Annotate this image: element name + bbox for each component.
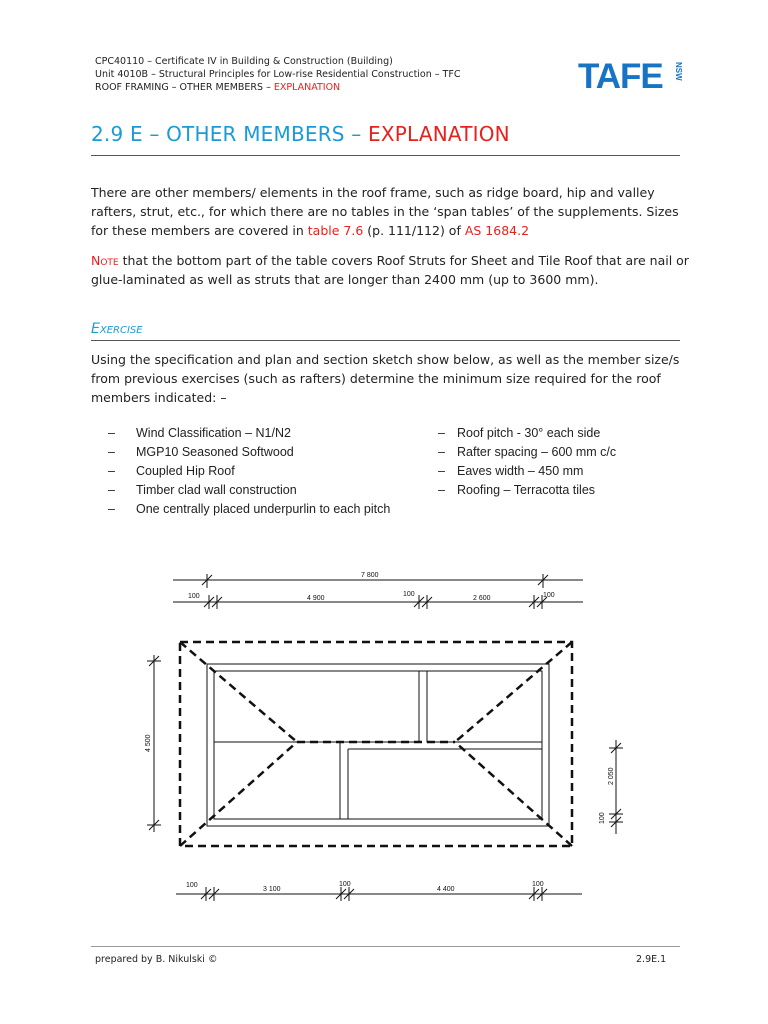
spec-text: One centrally placed underpurlin to each pitch <box>136 502 391 516</box>
exercise-paragraph: Using the specification and plan and section sketch show below, as well as the member size/s from previous exercises (such as rafters) determine the minimum size required for the roof members indicated: – <box>91 352 680 405</box>
dimension-label: 100 <box>188 593 200 600</box>
unit-line: Unit 4010B – Structural Principles for Low-rise Residential Construction – TFC <box>95 69 461 80</box>
dimension-label: 100 <box>532 881 544 888</box>
dimension-label: 3 100 <box>263 886 281 893</box>
hip-line <box>455 642 572 742</box>
spec-text: Timber clad wall construction <box>136 483 297 497</box>
spec-text: Wind Classification – N1/N2 <box>136 426 291 440</box>
footer-author: prepared by B. Nikulski © <box>95 954 218 965</box>
bullet-dash: – <box>108 502 115 516</box>
page-number: 2.9E.1 <box>636 954 667 965</box>
bullet-dash: – <box>108 483 115 497</box>
bullet-dash: – <box>108 445 115 459</box>
external-wall-inner <box>214 671 542 819</box>
external-wall-outer <box>207 664 549 826</box>
dimension-label: 4 900 <box>307 595 325 602</box>
hip-line <box>180 642 297 742</box>
hip-line <box>180 742 297 846</box>
dimension-label: 4 400 <box>437 886 455 893</box>
standard-reference-link[interactable]: AS 1684.2 <box>464 223 530 238</box>
room-outline <box>427 671 542 742</box>
bullet-dash: – <box>438 426 445 440</box>
intro-text-1: There are other members/ elements in the roof frame, such as ridge board, hip and valley rafters, strut, etc., for which there are no tables in the ‘span tables’ of the supplements. Sizes for these members are covered in <box>91 185 679 238</box>
bullet-dash: – <box>438 464 445 478</box>
dimension-label: 100 <box>339 881 351 888</box>
spec-text: MGP10 Seasoned Softwood <box>136 445 294 459</box>
logo-text: TAFE <box>578 57 663 96</box>
dimension-label: 7 800 <box>361 572 379 579</box>
dimension-label: 2 600 <box>473 595 491 602</box>
note-text: that the bottom part of the table covers Roof Struts for Sheet and Tile Roof that are nail or glue-laminated as well as struts that are longer than 2400 mm (up to 3600 mm). <box>91 253 689 287</box>
exercise-heading: Exercise <box>91 321 143 337</box>
course-line: CPC40110 – Certificate IV in Building & Construction (Building) <box>95 56 393 67</box>
section-highlight: EXPLANATION <box>273 82 341 93</box>
section-prefix: ROOF FRAMING – OTHER MEMBERS – <box>95 82 274 93</box>
logo-sub: NSW <box>674 62 683 81</box>
table-reference-link[interactable]: table 7.6 <box>307 223 364 238</box>
bullet-dash: – <box>438 445 445 459</box>
spec-text: Coupled Hip Roof <box>136 464 235 478</box>
dimension-label: 100 <box>186 882 198 889</box>
spec-text: Roof pitch - 30° each side <box>457 426 601 440</box>
note-label: Note <box>91 253 119 268</box>
dimension-label: 2 050 <box>608 767 615 785</box>
room-outline <box>214 671 419 742</box>
bullet-dash: – <box>108 464 115 478</box>
dimension-label: 4 500 <box>145 734 152 752</box>
spec-text: Roofing – Terracotta tiles <box>457 483 596 497</box>
dimension-label: 100 <box>543 592 555 599</box>
title-prefix: 2.9 E – OTHER MEMBERS – <box>91 122 369 146</box>
dimension-label: 100 <box>599 812 606 824</box>
spec-text: Eaves width – 450 mm <box>457 464 584 478</box>
bullet-dash: – <box>438 483 445 497</box>
dimension-label: 100 <box>403 591 415 598</box>
eaves-outline <box>180 642 572 846</box>
bullet-dash: – <box>108 426 115 440</box>
footer-divider <box>91 946 680 947</box>
title-highlight: EXPLANATION <box>368 122 510 146</box>
hip-line <box>455 742 572 846</box>
intro-text-2: (p. 111/112) of <box>363 223 465 238</box>
spec-text: Rafter spacing – 600 mm c/c <box>457 445 617 459</box>
